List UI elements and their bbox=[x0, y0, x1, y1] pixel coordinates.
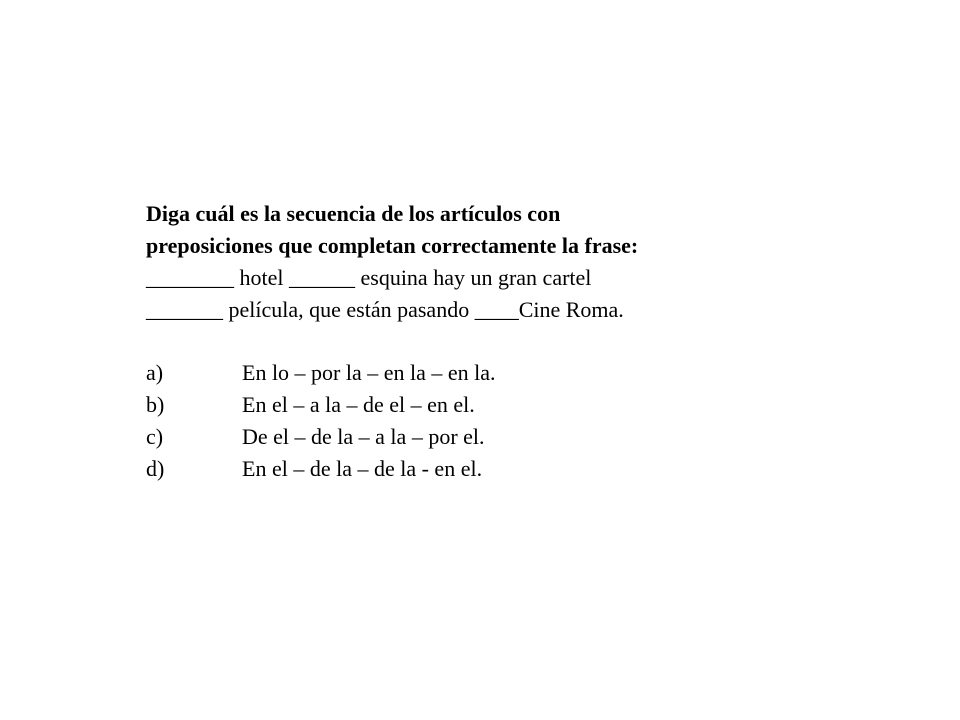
option-text: En el – a la – de el – en el. bbox=[242, 392, 475, 417]
option-text: En lo – por la – en la – en la. bbox=[242, 360, 496, 385]
option-b[interactable] bbox=[146, 389, 866, 421]
option-letter: b) bbox=[146, 392, 165, 417]
answer-options bbox=[146, 357, 866, 485]
option-letter: a) bbox=[146, 360, 164, 385]
question-sentence-line-2: _______ película, que están pasando ____Cine Roma. bbox=[146, 297, 624, 322]
option-a[interactable] bbox=[146, 357, 866, 389]
option-c[interactable] bbox=[146, 421, 866, 453]
spacer bbox=[146, 326, 866, 357]
question-sentence-line-1: ________ hotel ______ esquina hay un gran cartel bbox=[146, 265, 592, 290]
option-letter: c) bbox=[146, 424, 164, 449]
question-prompt-line-1: Diga cuál es la secuencia de los artículos con bbox=[146, 201, 561, 226]
option-text: De el – de la – a la – por el. bbox=[242, 424, 485, 449]
question-block bbox=[146, 198, 866, 485]
question-prompt-line-2: preposiciones que completan correctamente la frase: bbox=[146, 233, 639, 258]
option-d[interactable] bbox=[146, 453, 866, 485]
option-letter: d) bbox=[146, 456, 165, 481]
option-text: En el – de la – de la - en el. bbox=[242, 456, 483, 481]
